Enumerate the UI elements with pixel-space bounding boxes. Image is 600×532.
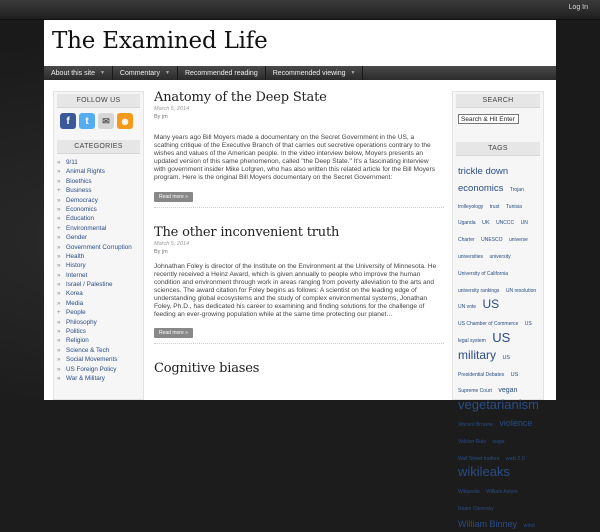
category-item[interactable]	[57, 299, 140, 308]
tag-link[interactable]: Trojan	[509, 186, 524, 193]
nav-item[interactable]	[44, 66, 113, 80]
category-item[interactable]	[57, 186, 140, 195]
tag-link[interactable]: trolleyology	[458, 203, 484, 210]
tag-link[interactable]: UNESCO	[481, 237, 503, 244]
post-divider	[154, 207, 444, 208]
category-item[interactable]	[57, 318, 140, 327]
tag-link[interactable]: Noam Chomsky	[458, 505, 494, 512]
tag-link[interactable]: Supreme Court	[458, 388, 492, 395]
tag-link[interactable]: Vincent Browne	[458, 421, 493, 428]
tag-link[interactable]: US	[482, 297, 500, 312]
category-item[interactable]	[57, 224, 140, 233]
login-link[interactable]: Log In	[568, 4, 588, 11]
category-item[interactable]	[57, 214, 140, 223]
tag-link[interactable]: Tunisia	[505, 203, 522, 210]
category-label: Economics	[66, 205, 97, 213]
category-label: Politics	[66, 328, 86, 336]
category-item[interactable]	[57, 271, 140, 280]
nav-item-label: Commentary	[119, 69, 160, 77]
bullet-icon: »	[57, 252, 61, 260]
post-excerpt: Johnathan Foley is director of the Institute on the Environment at the University of Minnesota. He recently received a Heinz Award, which is given annually to people who improve the human condition and environment through work in areas ranging from poverty alleviation to the arts and sciences. The award citation for Foley begins as follows: A scientist on the leading edge of understanding global ecosystems and the study of complex environmental systems, Jonathan Foley, Ph.D., has dedicated his career to examining and finding solutions for the challenge of feeding an ever-growing population while at the same time protecting our planet…	[154, 262, 437, 319]
tag-link[interactable]: university	[489, 253, 511, 260]
bullet-icon: »	[57, 262, 61, 270]
tag-link[interactable]: Volcker Rule	[458, 438, 487, 445]
tag-link[interactable]: vegetarianism	[458, 397, 539, 413]
post	[154, 361, 444, 376]
category-item[interactable]	[57, 261, 140, 270]
tag-link[interactable]: universities	[458, 253, 484, 260]
category-label: Education	[66, 215, 95, 223]
category-label: Media	[66, 299, 84, 307]
follow-us-title: FOLLOW US	[57, 94, 140, 108]
bullet-icon: »	[57, 271, 61, 279]
category-item[interactable]	[57, 158, 140, 167]
category-label: War & Military	[66, 374, 105, 382]
chevron-down-icon: ▼	[350, 70, 356, 76]
tag-link[interactable]: vegan	[498, 387, 518, 395]
categories-list	[54, 154, 143, 383]
tags-title: TAGS	[456, 142, 540, 156]
category-label: Environmental	[66, 224, 107, 232]
bullet-icon: »	[57, 281, 61, 289]
category-item[interactable]	[57, 280, 140, 289]
bullet-icon: »	[57, 365, 61, 373]
tag-link[interactable]: US	[510, 371, 519, 378]
category-item[interactable]	[57, 243, 140, 252]
tag-link[interactable]: Uganda	[458, 220, 476, 227]
category-label: Korea	[66, 290, 83, 298]
tag-link[interactable]: US	[524, 321, 532, 328]
tag-link[interactable]: trickle down	[458, 166, 509, 177]
bullet-icon: »	[57, 168, 61, 176]
category-item[interactable]	[57, 196, 140, 205]
tag-link[interactable]: US	[502, 354, 511, 361]
category-label: Government Corruption	[66, 243, 132, 251]
tag-link[interactable]: UK	[481, 220, 490, 227]
bullet-icon: »	[57, 215, 61, 223]
post	[154, 90, 444, 208]
nav-item[interactable]	[178, 66, 266, 80]
category-item[interactable]	[57, 327, 140, 336]
post-author: By jm	[154, 248, 168, 255]
bullet-icon: »	[57, 346, 61, 354]
search-input[interactable]: Search & Hit Enter	[458, 114, 519, 124]
tag-link[interactable]: UN resolution	[505, 287, 537, 294]
post-author: By jm	[154, 114, 168, 120]
facebook-icon[interactable]: f	[60, 113, 76, 129]
bullet-icon: »	[57, 290, 61, 298]
search-title: SEARCH	[456, 94, 540, 108]
category-label: Religion	[66, 337, 89, 345]
category-label: US Foreign Policy	[66, 365, 117, 373]
category-item[interactable]	[57, 289, 140, 298]
bullet-icon: »	[57, 328, 61, 336]
read-more-button[interactable]: Read more »	[154, 328, 193, 338]
tag-link[interactable]: wikileaks	[458, 464, 511, 480]
category-label: People	[66, 309, 86, 317]
tag-link[interactable]: wage	[492, 438, 505, 445]
right-sidebar	[452, 91, 544, 529]
bullet-icon: »	[57, 196, 61, 204]
tag-link[interactable]: universe	[509, 237, 528, 244]
category-label: Internet	[66, 271, 88, 279]
tag-link[interactable]: legal system	[458, 337, 486, 344]
chevron-down-icon: ▼	[165, 70, 170, 76]
tag-link[interactable]: trust	[489, 203, 500, 210]
nav-item-label: About this site	[51, 69, 95, 77]
read-more-button[interactable]: Read more »	[154, 192, 193, 202]
expand-icon[interactable]: +	[57, 309, 61, 317]
expand-icon[interactable]: +	[57, 224, 61, 232]
category-item[interactable]	[57, 233, 140, 242]
categories-title: CATEGORIES	[57, 140, 140, 154]
nav-item-label: Recommended reading	[184, 69, 258, 77]
bullet-icon: »	[57, 243, 61, 251]
post-excerpt: Many years ago Bill Moyers made a documentary on the Secret Government in the US, a scathing critique of the Executive Branch of that carries out secretive operations contrary to the wishes and values of the American people. In the video interview below, Moyers presents an updated version of this same phenomenon, called "the Deep State." It's a fascinating interview with government insider Mike Lofgren, who has also written this related article for the Bill Moyers program. Here is the original Bill Moyers documentary on the Secret Government:	[154, 134, 436, 182]
category-label: Israel / Palestine	[66, 281, 113, 289]
category-label: Social Movements	[66, 356, 118, 364]
expand-icon[interactable]: +	[57, 187, 61, 195]
tag-link[interactable]: University of California	[458, 270, 509, 277]
category-label: Business	[66, 187, 92, 195]
category-label: Science & Tech	[66, 346, 110, 354]
tag-link[interactable]: Presidential Debates	[458, 371, 505, 378]
category-item[interactable]	[57, 177, 140, 186]
nav-item[interactable]	[113, 66, 178, 80]
tag-link[interactable]: US Chamber of Commerce	[458, 321, 519, 328]
tag-link[interactable]: Charter	[458, 237, 475, 244]
category-item[interactable]	[57, 355, 140, 364]
email-icon[interactable]: ✉	[98, 113, 114, 129]
top-bar	[0, 0, 600, 20]
bullet-icon: »	[57, 299, 61, 307]
tag-link[interactable]: William Binney	[458, 518, 518, 529]
tag-cloud	[453, 156, 543, 532]
posts-column	[154, 90, 444, 376]
category-label: Animal Rights	[66, 168, 105, 176]
tag-link[interactable]: US	[492, 329, 511, 345]
chevron-down-icon: ▼	[99, 70, 105, 76]
tag-link[interactable]: Wall Street traders	[458, 455, 500, 462]
category-label: Gender	[66, 234, 88, 242]
main-nav	[44, 66, 556, 80]
category-label: Bioethics	[66, 177, 92, 185]
category-item[interactable]	[57, 346, 140, 355]
twitter-icon[interactable]: t	[79, 113, 95, 129]
category-item[interactable]	[57, 205, 140, 214]
tag-link[interactable]: William Astore	[486, 489, 518, 496]
category-label: Democracy	[66, 196, 98, 204]
left-sidebar	[53, 91, 144, 400]
category-item[interactable]	[57, 167, 140, 176]
nav-item[interactable]	[266, 66, 364, 80]
category-item[interactable]	[57, 336, 140, 345]
category-item[interactable]	[57, 374, 140, 383]
bullet-icon: »	[57, 177, 61, 185]
bullet-icon: »	[57, 159, 61, 166]
bullet-icon: »	[57, 318, 61, 326]
social-icons	[54, 108, 143, 133]
tag-link[interactable]: violence	[499, 417, 533, 428]
tag-link[interactable]: university rankings	[458, 287, 500, 294]
category-item[interactable]	[57, 365, 140, 374]
post-title[interactable]: Cognitive biases	[154, 361, 260, 377]
category-item[interactable]	[57, 308, 140, 317]
bullet-icon: »	[57, 356, 61, 364]
bullet-icon: »	[57, 205, 61, 213]
tag-link[interactable]: UN	[520, 220, 528, 227]
site-title[interactable]: The Examined Life	[52, 28, 268, 54]
tag-link[interactable]: Wikipedia	[458, 489, 480, 496]
post-date: March 5, 2014	[154, 240, 190, 247]
nav-item-label: Recommended viewing	[272, 69, 346, 77]
post-divider	[154, 343, 444, 344]
category-label: Philosophy	[66, 318, 97, 326]
post	[154, 225, 444, 345]
main-content-area	[44, 80, 556, 529]
post-title[interactable]: The other inconvenient truth	[154, 224, 340, 240]
tag-link[interactable]: military	[458, 347, 496, 362]
site-header	[44, 20, 556, 66]
post-date: March 5, 2014	[154, 106, 190, 112]
bullet-icon: »	[57, 234, 61, 242]
tag-link[interactable]: web 2.0	[505, 455, 525, 462]
category-label: 9/11	[66, 159, 78, 166]
category-label: History	[66, 262, 86, 270]
category-label: Health	[66, 252, 85, 260]
tag-link[interactable]: economics	[458, 182, 504, 194]
bullet-icon: »	[57, 337, 61, 345]
bullet-icon: »	[57, 374, 61, 382]
tag-link[interactable]: UN vote	[458, 304, 477, 311]
tag-link[interactable]: wind	[523, 522, 535, 529]
category-item[interactable]	[57, 252, 140, 261]
tag-link[interactable]: UNCCC	[496, 220, 515, 227]
post-title[interactable]: Anatomy of the Deep State	[154, 90, 327, 105]
rss-icon[interactable]: ◉	[117, 113, 133, 129]
